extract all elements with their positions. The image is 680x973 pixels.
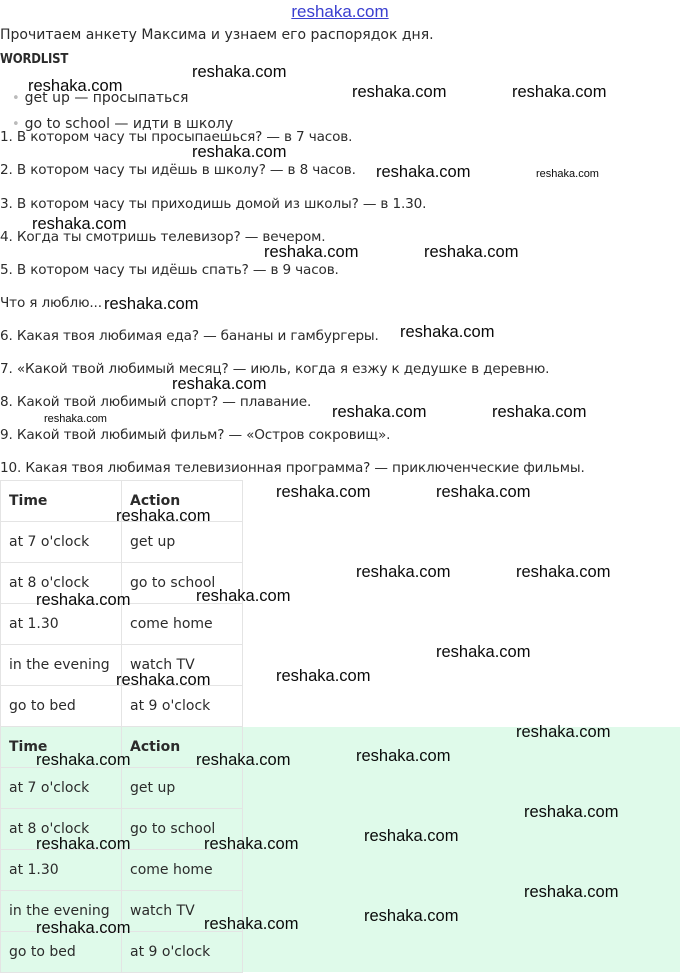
watermark-text: reshaka.com: [376, 163, 471, 181]
cell-time: in the evening: [1, 891, 122, 932]
question-2: 2. В котором часу ты идёшь в школу? — в 8 часов.: [0, 162, 356, 178]
column-header-time: Time: [1, 481, 122, 522]
question-7: 7. «Какой твой любимый месяц? — июль, когда я езжу к дедушке в деревню.: [0, 361, 550, 377]
table-row: [1, 686, 243, 727]
watermark-text: reshaka.com: [116, 671, 211, 689]
watermark-text: reshaka.com: [364, 907, 459, 925]
answer-schedule-table: [0, 726, 243, 973]
watermark-text: reshaka.com: [516, 723, 611, 741]
watermark-text: reshaka.com: [436, 643, 531, 661]
watermark-text: reshaka.com: [400, 323, 495, 341]
question-3: 3. В котором часу ты приходишь домой из школы? — в 1.30.: [0, 196, 427, 212]
column-header-action: Action: [122, 727, 243, 768]
watermark-text: reshaka.com: [536, 168, 599, 180]
column-header-action: Action: [122, 481, 243, 522]
wordlist-item: • go to school — идти в школу: [12, 116, 234, 132]
watermark-text: reshaka.com: [424, 243, 519, 261]
table-row: [1, 522, 243, 563]
cell-time: at 7 o'clock: [1, 768, 122, 809]
watermark-text: reshaka.com: [264, 243, 359, 261]
question-8: 8. Какой твой любимый спорт? — плавание.: [0, 394, 312, 410]
watermark-text: reshaka.com: [196, 587, 291, 605]
table-header-row: [1, 727, 243, 768]
cell-time: at 1.30: [1, 850, 122, 891]
watermark-text: reshaka.com: [192, 63, 287, 81]
question-6: 6. Какая твоя любимая еда? — бананы и гамбургеры.: [0, 328, 379, 344]
cell-action: get up: [122, 522, 243, 563]
cell-time: at 8 o'clock: [1, 563, 122, 604]
table-row: [1, 932, 243, 973]
cell-action: come home: [122, 850, 243, 891]
table-row: [1, 768, 243, 809]
watermark-text: reshaka.com: [32, 215, 127, 233]
cell-action: get up: [122, 768, 243, 809]
watermark-text: reshaka.com: [36, 751, 131, 769]
bullet-icon: •: [12, 91, 20, 106]
watermark-text: reshaka.com: [204, 835, 299, 853]
cell-time: go to bed: [1, 932, 122, 973]
question-1: 1. В котором часу ты просыпаешься? — в 7 часов.: [0, 129, 353, 145]
cell-time: at 8 o'clock: [1, 809, 122, 850]
watermark-text: reshaka.com: [196, 751, 291, 769]
section-heading-likes: Что я люблю...: [0, 295, 102, 311]
watermark-text: reshaka.com: [172, 375, 267, 393]
site-header-link[interactable]: reshaka.com: [291, 2, 389, 21]
question-10: 10. Какая твоя любимая телевизионная программа? — приключенческие фильмы.: [0, 460, 585, 476]
watermark-text: reshaka.com: [104, 295, 199, 313]
watermark-text: reshaka.com: [276, 667, 371, 685]
cell-action: go to school: [122, 563, 243, 604]
table-row: [1, 809, 243, 850]
watermark-text: reshaka.com: [204, 915, 299, 933]
cell-action: come home: [122, 604, 243, 645]
cell-time: at 7 o'clock: [1, 522, 122, 563]
watermark-text: reshaka.com: [524, 883, 619, 901]
watermark-text: reshaka.com: [28, 77, 123, 95]
watermark-text: reshaka.com: [36, 835, 131, 853]
question-5: 5. В котором часу ты идёшь спать? — в 9 часов.: [0, 262, 339, 278]
intro-text: Прочитаем анкету Максима и узнаем его распорядок дня.: [0, 27, 434, 43]
wordlist: [12, 90, 272, 132]
cell-action: watch TV: [122, 891, 243, 932]
schedule-table: [0, 480, 243, 727]
wordlist-item: • get up — просыпаться: [12, 90, 189, 106]
watermark-text: reshaka.com: [356, 747, 451, 765]
watermark-text: reshaka.com: [192, 143, 287, 161]
cell-action: at 9 o'clock: [122, 686, 243, 727]
watermark-text: reshaka.com: [492, 403, 587, 421]
watermark-text: reshaka.com: [332, 403, 427, 421]
watermark-text: reshaka.com: [364, 827, 459, 845]
watermark-text: reshaka.com: [512, 83, 607, 101]
table-row: [1, 645, 243, 686]
watermark-text: reshaka.com: [116, 507, 211, 525]
table-row: [1, 604, 243, 645]
watermark-text: reshaka.com: [276, 483, 371, 501]
cell-time: go to bed: [1, 686, 122, 727]
column-header-time: Time: [1, 727, 122, 768]
cell-action: at 9 o'clock: [122, 932, 243, 973]
wordlist-title: WORDLIST: [0, 52, 69, 67]
watermark-text: reshaka.com: [352, 83, 447, 101]
watermark-text: reshaka.com: [516, 563, 611, 581]
table-row: [1, 891, 243, 932]
cell-time: in the evening: [1, 645, 122, 686]
watermark-text: reshaka.com: [356, 563, 451, 581]
bullet-icon: •: [12, 117, 20, 132]
question-4: 4. Когда ты смотришь телевизор? — вечером.: [0, 229, 326, 245]
cell-action: go to school: [122, 809, 243, 850]
table-header-row: [1, 481, 243, 522]
cell-action: watch TV: [122, 645, 243, 686]
watermark-text: reshaka.com: [44, 413, 107, 425]
cell-time: at 1.30: [1, 604, 122, 645]
watermark-text: reshaka.com: [36, 591, 131, 609]
watermark-text: reshaka.com: [524, 803, 619, 821]
question-9: 9. Какой твой любимый фильм? — «Остров сокровищ».: [0, 427, 391, 443]
watermark-text: reshaka.com: [36, 919, 131, 937]
watermark-text: reshaka.com: [436, 483, 531, 501]
table-row: [1, 563, 243, 604]
table-row: [1, 850, 243, 891]
